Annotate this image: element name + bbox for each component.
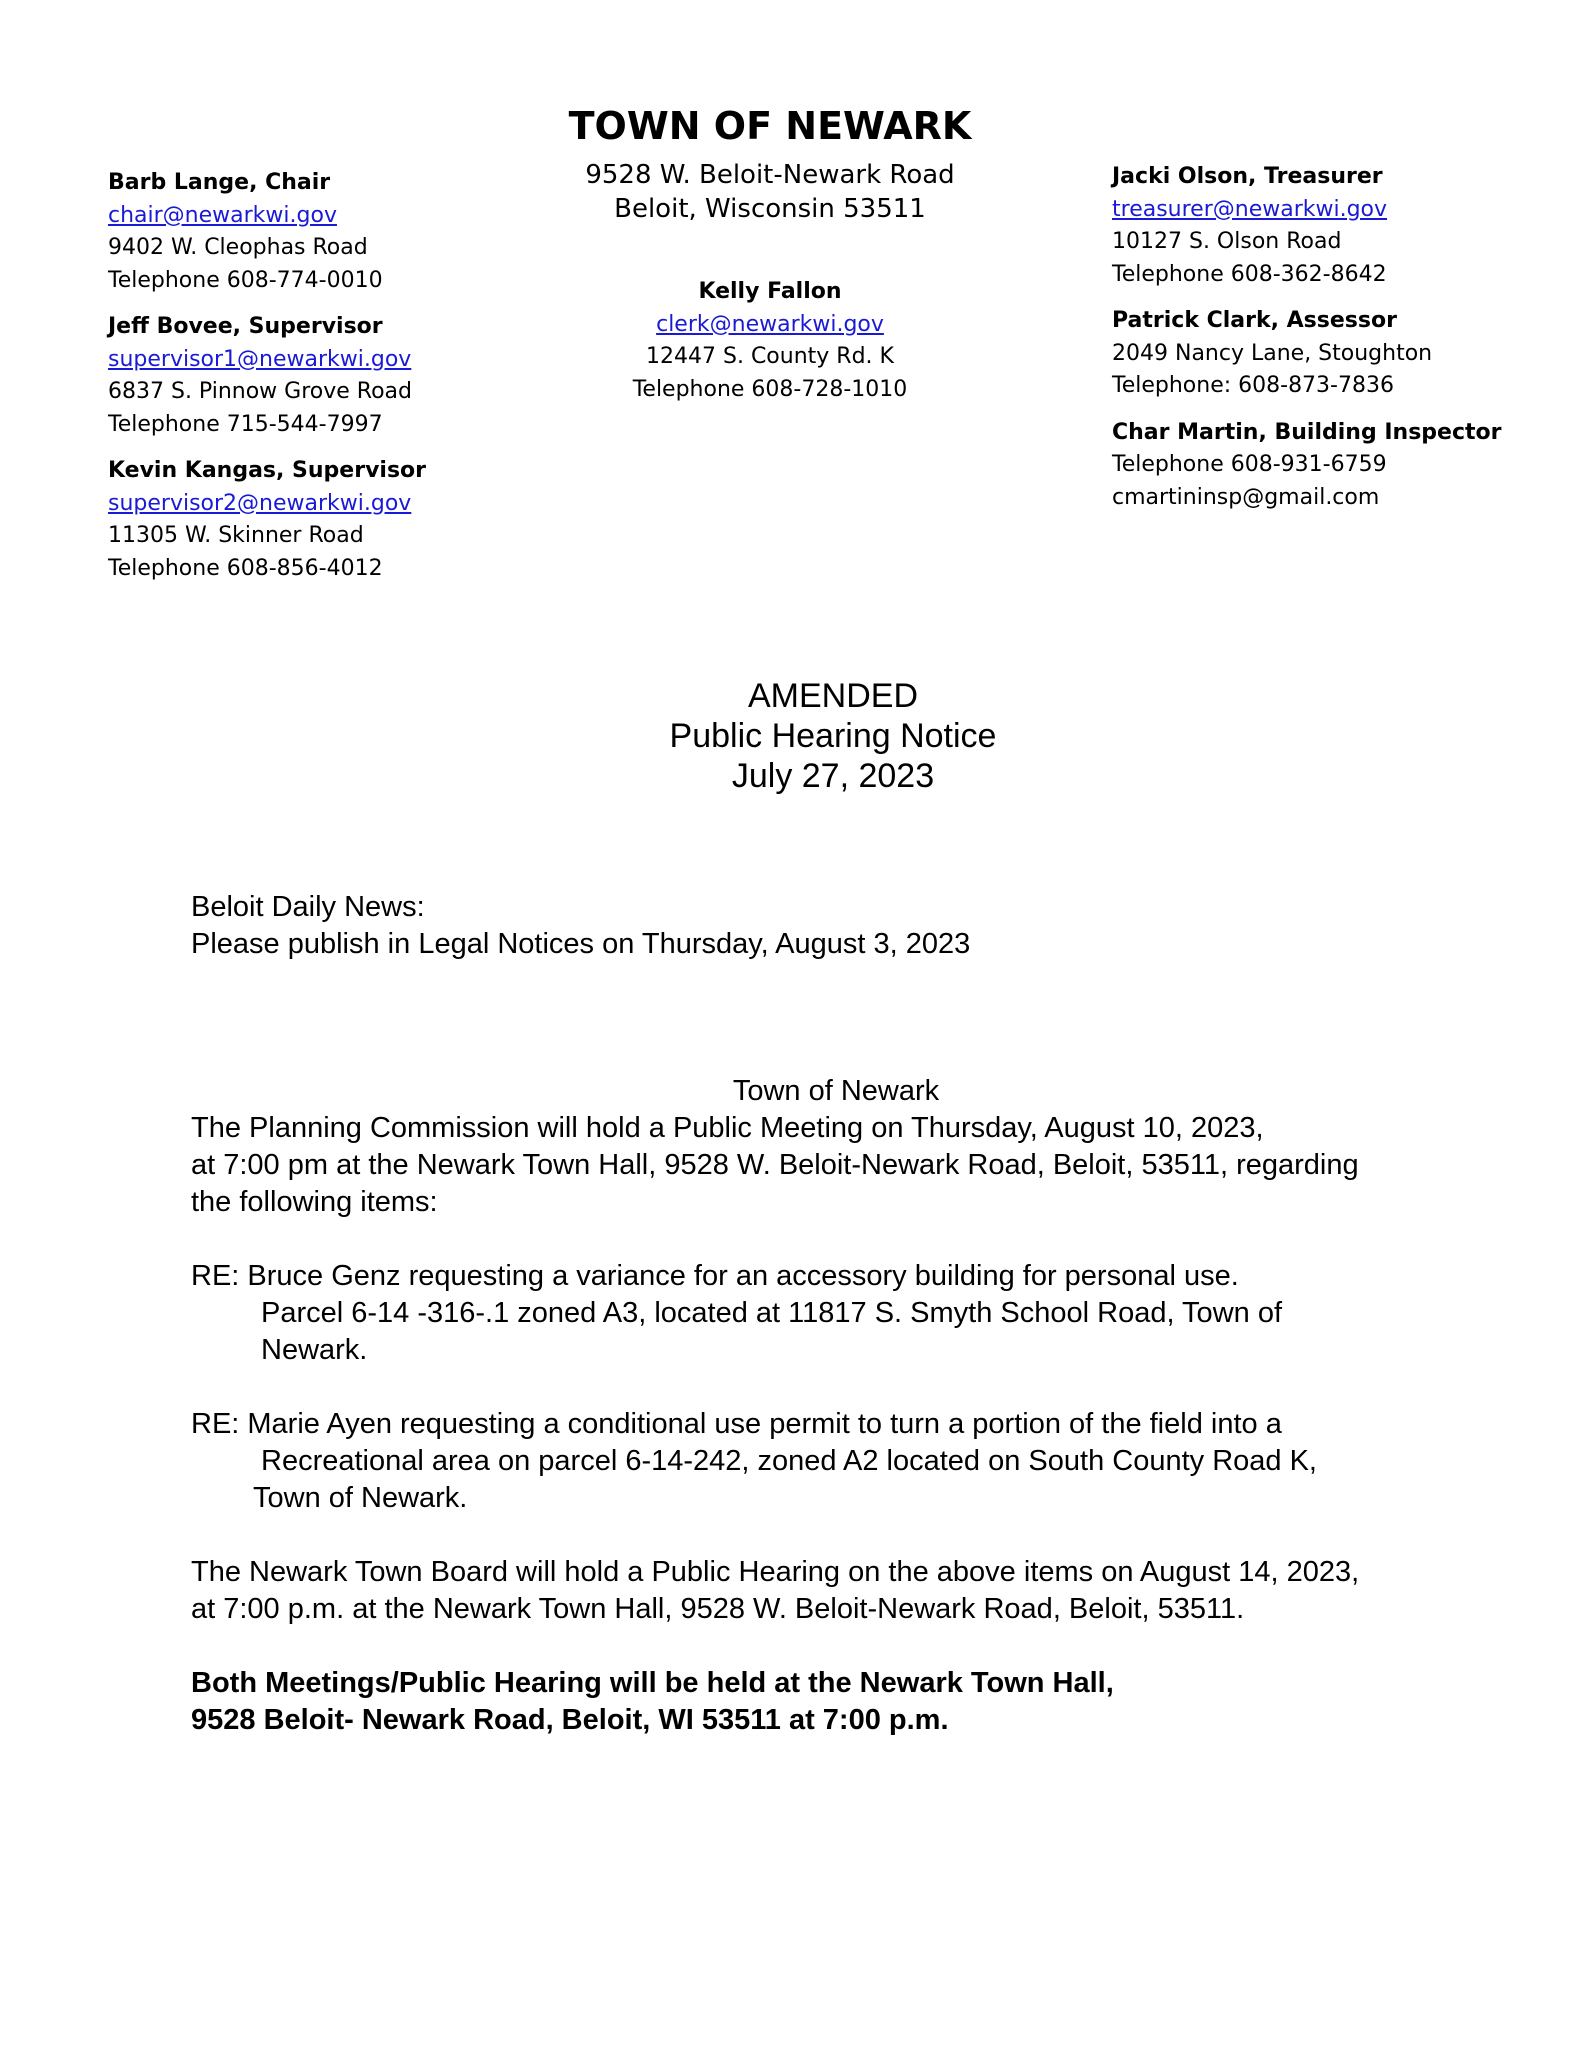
contact-address: 10127 S. Olson Road [1112, 229, 1342, 254]
publish-instructions [191, 889, 1511, 963]
contact-phone: Telephone 608-362-8642 [1112, 261, 1387, 287]
location-notice [191, 1665, 1511, 1739]
re-item-1 [191, 1258, 1511, 1369]
contact-address: 9402 W. Cleophas Road [108, 235, 368, 260]
notice-body [191, 1073, 1511, 1776]
contact-supervisor-1 [108, 311, 568, 441]
re1-line-3: Newark. [261, 1334, 368, 1366]
contact-address: 12447 S. County Rd. K [646, 344, 894, 369]
board-line-2: at 7:00 p.m. at the Newark Town Hall, 9528 W. Beloit-Newark Road, Beloit, 53511. [191, 1593, 1245, 1625]
publish-line-1: Beloit Daily News: [191, 891, 425, 923]
notice-date: July 27, 2023 [731, 757, 935, 795]
town-title: TOWN OF NEWARK [568, 104, 972, 148]
contact-phone: Telephone 608-774-0010 [108, 267, 383, 293]
contact-phone: Telephone: 608-873-7836 [1112, 373, 1394, 398]
contact-assessor [1112, 305, 1552, 403]
contacts-right [1112, 161, 1552, 528]
contact-address: 11305 W. Skinner Road [108, 523, 364, 548]
contact-address: 6837 S. Pinnow Grove Road [108, 379, 412, 404]
contacts-left [108, 167, 568, 599]
contact-treasurer [1112, 161, 1552, 291]
notice-title: Public Hearing Notice [669, 717, 997, 755]
contact-building-inspector [1112, 417, 1552, 515]
re2-line-1: RE: Marie Ayen requesting a conditional use permit to turn a portion of the field into a [191, 1408, 1282, 1440]
intro-line-2: at 7:00 pm at the Newark Town Hall, 9528 W. Beloit-Newark Road, Beloit, 53511, regarding [191, 1149, 1359, 1181]
board-paragraph [191, 1554, 1511, 1628]
re2-line-3: Town of Newark. [253, 1482, 468, 1514]
notice-heading [0, 676, 1572, 796]
location-line-2: 9528 Beloit- Newark Road, Beloit, WI 53511 at 7:00 p.m. [191, 1704, 949, 1736]
contact-email-link[interactable]: supervisor2@newarkwi.gov [108, 490, 412, 516]
intro-line-1: The Planning Commission will hold a Public Meeting on Thursday, August 10, 2023, [191, 1112, 1264, 1144]
contact-phone: Telephone 608-728-1010 [632, 376, 908, 402]
re1-line-1: RE: Bruce Genz requesting a variance for an accessory building for personal use. [191, 1260, 1239, 1292]
re-item-2 [191, 1406, 1511, 1517]
contact-phone: Telephone 608-856-4012 [108, 555, 383, 581]
contact-name: Char Martin, Building Inspector [1112, 419, 1502, 445]
address-line-2: Beloit, Wisconsin 53511 [614, 194, 926, 224]
intro-line-3: the following items: [191, 1186, 438, 1218]
contact-chair [108, 167, 568, 297]
board-line-1: The Newark Town Board will hold a Public Hearing on the above items on August 14, 2023, [191, 1556, 1360, 1588]
contact-email-link[interactable]: clerk@newarkwi.gov [656, 311, 884, 337]
contact-phone: Telephone 608-931-6759 [1112, 452, 1387, 477]
intro-paragraph [191, 1110, 1511, 1221]
contact-name: Jeff Bovee, Supervisor [108, 314, 383, 339]
body-heading: Town of Newark [732, 1075, 940, 1107]
location-line-1: Both Meetings/Public Hearing will be held at the Newark Town Hall, [191, 1667, 1114, 1699]
contact-email-plain: cmartininsp@gmail.com [1112, 484, 1380, 510]
contact-name: Kelly Fallon [698, 279, 842, 304]
contact-phone: Telephone 715-544-7997 [108, 411, 383, 437]
contact-email-link[interactable]: treasurer@newarkwi.gov [1112, 196, 1388, 222]
contact-address: 2049 Nancy Lane, Stoughton [1112, 340, 1433, 366]
contact-name: Patrick Clark, Assessor [1112, 308, 1397, 333]
re2-line-2: Recreational area on parcel 6-14-242, zoned A2 located on South County Road K, [261, 1445, 1317, 1477]
publish-line-2: Please publish in Legal Notices on Thursday, August 3, 2023 [191, 928, 971, 960]
contact-name: Barb Lange, Chair [108, 170, 331, 195]
re1-line-2: Parcel 6-14 -316-.1 zoned A3, located at 11817 S. Smyth School Road, Town of [261, 1297, 1283, 1329]
contact-name: Jacki Olson, Treasurer [1112, 164, 1383, 189]
address-line-1: 9528 W. Beloit-Newark Road [585, 160, 955, 190]
contact-email-link[interactable]: chair@newarkwi.gov [108, 202, 337, 228]
contact-email-link[interactable]: supervisor1@newarkwi.gov [108, 346, 412, 372]
notice-amended: AMENDED [747, 677, 919, 715]
contact-name: Kevin Kangas, Supervisor [108, 458, 427, 483]
contact-clerk [560, 276, 980, 406]
contact-supervisor-2 [108, 455, 568, 585]
